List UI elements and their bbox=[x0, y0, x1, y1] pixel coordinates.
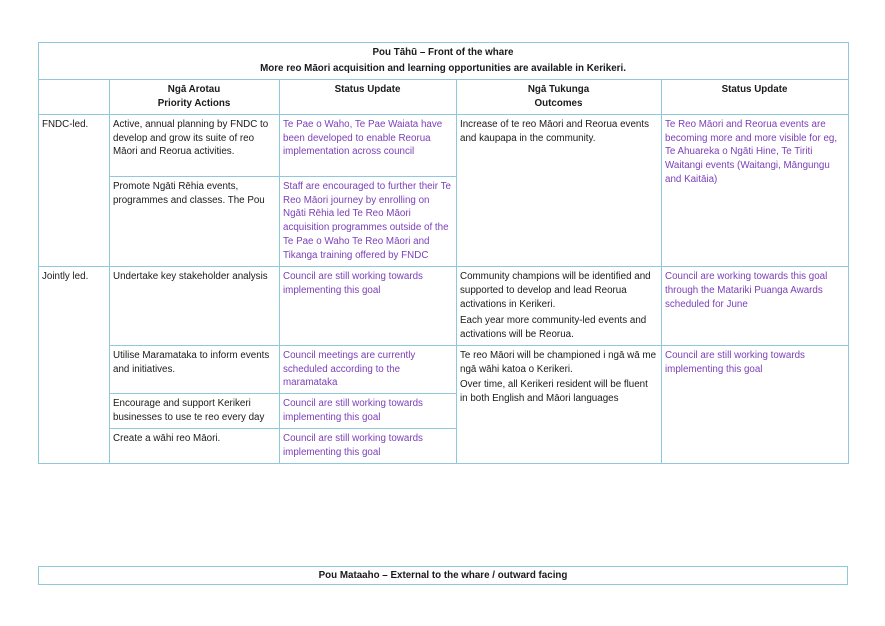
action-cell: Create a wāhi reo Māori. bbox=[110, 429, 280, 464]
header-empty-cell bbox=[39, 79, 110, 114]
outcome-cell bbox=[457, 345, 662, 463]
table-title-row bbox=[39, 43, 849, 80]
outcome-status-cell: Council are working towards this goal through the Matariki Puanga Awards scheduled for June bbox=[662, 267, 849, 346]
section-title-cell bbox=[39, 43, 849, 80]
table-row bbox=[39, 345, 849, 394]
section-subtitle: More reo Māori acquisition and learning opportunities are available in Kerikeri. bbox=[260, 62, 626, 74]
status-cell: Council are still working towards implementing this goal bbox=[280, 394, 457, 429]
outcome-cell bbox=[457, 267, 662, 346]
outcome-paragraph: Community champions will be identified and supported to develop and lead Reorua activations in Kerikeri. bbox=[460, 271, 651, 310]
outcome-paragraph: Each year more community-led events and activations will be Reorua. bbox=[460, 314, 647, 340]
header-status-update-1: Status Update bbox=[280, 79, 457, 114]
status-cell: Council meetings are currently scheduled according to the maramataka bbox=[280, 345, 457, 394]
header-priority-actions bbox=[110, 79, 280, 114]
next-section-title: Pou Mataaho – External to the whare / outward facing bbox=[38, 566, 848, 585]
status-cell: Te Pae o Waho, Te Pae Waiata have been developed to enable Reorua implementation across council bbox=[280, 114, 457, 176]
header-priority-actions-maori: Ngā Arotau bbox=[167, 83, 221, 95]
action-cell: Utilise Maramataka to inform events and initiatives. bbox=[110, 345, 280, 394]
header-outcomes-english: Outcomes bbox=[534, 97, 583, 109]
action-cell: Promote Ngāti Rēhia events, programmes and classes. The Pou bbox=[110, 176, 280, 266]
action-cell: Encourage and support Kerikeri businesses to use te reo every day bbox=[110, 394, 280, 429]
outcome-paragraph: Over time, all Kerikeri resident will be fluent in both English and Māori languages bbox=[460, 379, 648, 405]
row-label-fndc-led: FNDC-led. bbox=[39, 114, 110, 266]
section-title: Pou Tāhū – Front of the whare bbox=[372, 47, 514, 58]
outcome-status-cell: Council are still working towards implementing this goal bbox=[662, 345, 849, 463]
table-row bbox=[39, 267, 849, 346]
action-cell: Undertake key stakeholder analysis bbox=[110, 267, 280, 346]
header-priority-actions-english: Priority Actions bbox=[157, 97, 231, 109]
outcome-cell: Increase of te reo Māori and Reorua events and kaupapa in the community. bbox=[457, 114, 662, 266]
header-outcomes bbox=[457, 79, 662, 114]
outcome-paragraph: Te reo Māori will be championed i ngā wā me ngā wāhi katoa o Kerikeri. bbox=[460, 349, 657, 375]
outcome-status-cell: Te Reo Māori and Reorua events are becoming more and more visible for eg, Te Ahuareka o Ngāti Hine, Te Tiriti Waitangi events (Waitangi, Māngungu and Kaitāia) bbox=[662, 114, 849, 266]
status-cell: Council are still working towards implementing this goal bbox=[280, 267, 457, 346]
header-status-update-2: Status Update bbox=[662, 79, 849, 114]
status-cell: Staff are encouraged to further their Te Reo Māori journey by enrolling on Ngāti Rēhia led Te Reo Māori acquisition programmes outside of the Te Pae o Waho Te Reo Māori and Tikanga training offered by FNDC bbox=[280, 176, 457, 266]
row-label-jointly-led: Jointly led. bbox=[39, 267, 110, 464]
priority-table bbox=[38, 42, 849, 464]
action-cell: Active, annual planning by FNDC to develop and grow its suite of reo Māori and Reorua activities. bbox=[110, 114, 280, 176]
table-header-row bbox=[39, 79, 849, 114]
table-row bbox=[39, 114, 849, 176]
status-cell: Council are still working towards implementing this goal bbox=[280, 429, 457, 464]
header-outcomes-maori: Ngā Tukunga bbox=[527, 83, 590, 95]
